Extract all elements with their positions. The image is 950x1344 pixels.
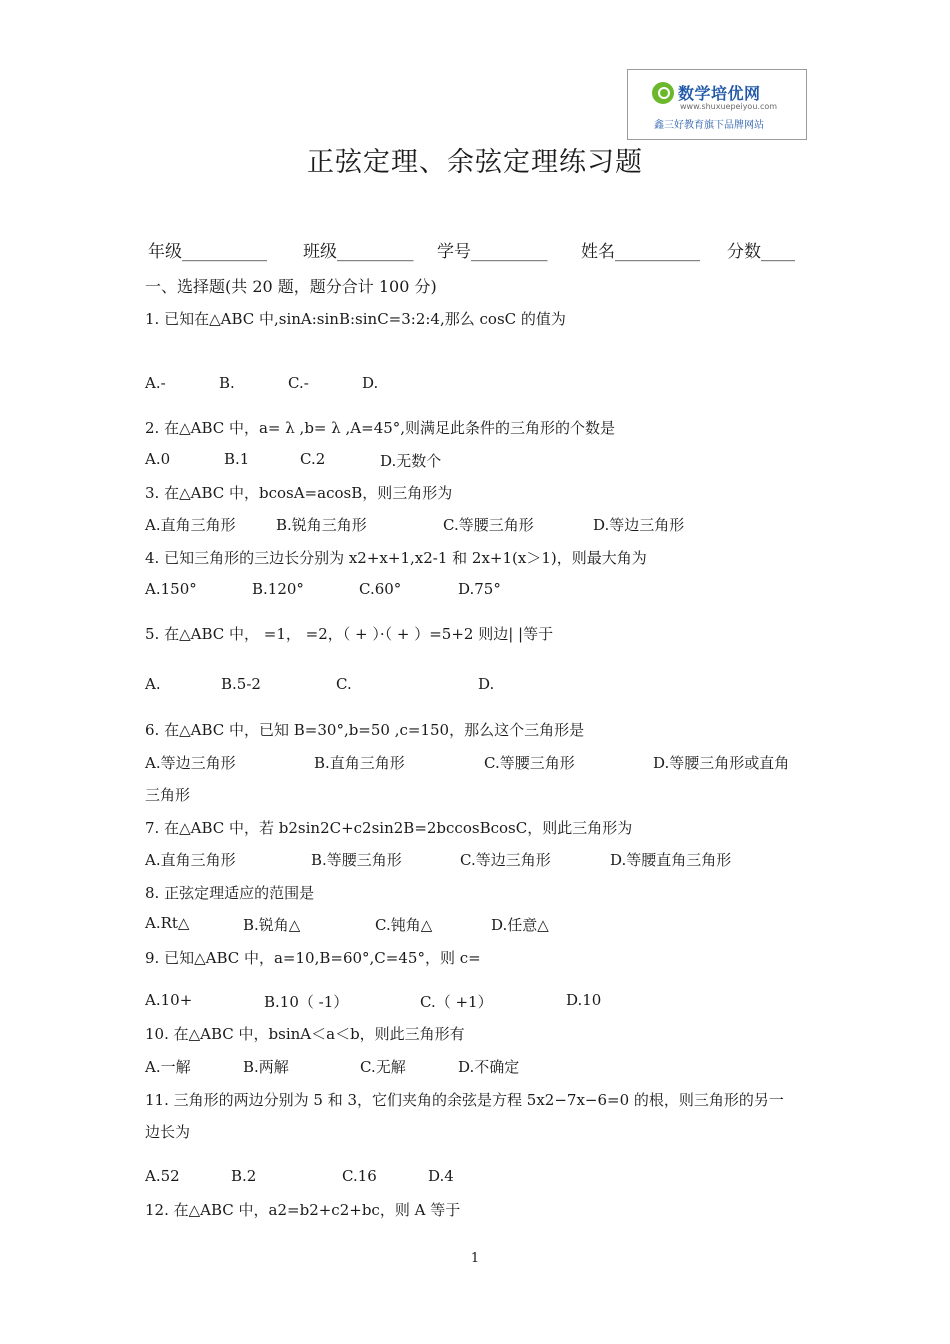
question-stem: 11. 三角形的两边分别为 5 和 3，它们夹角的余弦是方程 5x2−7x−6=0 的根，则三角形的另一: [145, 1091, 784, 1109]
option-d: D.无数个: [380, 452, 442, 470]
site-logo: [627, 69, 807, 140]
option-d: D.不确定: [458, 1058, 520, 1076]
question-stem: 2. 在△ABC 中，a= λ ,b= λ ,A=45°,则满足此条件的三角形的个数是: [145, 419, 616, 437]
option-b: B.等腰三角形: [311, 851, 402, 869]
logo-mark-icon: [652, 82, 674, 104]
score-field: 分数____: [727, 242, 795, 262]
option-a: A.直角三角形: [145, 851, 236, 869]
option-c: C.2: [300, 450, 326, 468]
option-d: D.等腰直角三角形: [610, 851, 732, 869]
question-stem: 5. 在△ABC 中， =1， =2，（ + ）·（ + ）=5+2 则边| |等于: [145, 625, 554, 643]
option-b: B.2: [231, 1167, 257, 1185]
logo-name: 数学培优网: [678, 84, 761, 103]
option-c: C.（ +1）: [420, 993, 493, 1011]
option-a: A.一解: [145, 1058, 191, 1076]
option-c: C.无解: [360, 1058, 406, 1076]
option-d: D.任意△: [491, 916, 549, 934]
question-stem: 4. 已知三角形的三边长分别为 x2+x+1,x2-1 和 2x+1(x＞1)，则最大角为: [145, 549, 647, 567]
option-b: B.锐角△: [243, 916, 301, 934]
option-c: C.16: [342, 1167, 377, 1185]
logo-slogan: 鑫三好教育旗下品牌网站: [654, 120, 764, 131]
option-b: B.两解: [243, 1058, 289, 1076]
option-d-continuation: 三角形: [145, 786, 191, 804]
option-c: C.等腰三角形: [443, 516, 534, 534]
option-d: D.等腰三角形或直角: [653, 754, 790, 772]
option-a: A.Rt△: [145, 914, 190, 932]
page-title: 正弦定理、余弦定理练习题: [307, 147, 643, 178]
option-b: B.10（ -1）: [264, 993, 349, 1011]
option-a: A.52: [145, 1167, 180, 1185]
option-a: A.等边三角形: [145, 754, 236, 772]
class-field: 班级_________: [303, 242, 414, 262]
option-a: A.0: [145, 450, 171, 468]
option-a: A.-: [145, 374, 166, 392]
section-heading: 一、选择题(共 20 题，题分合计 100 分): [145, 277, 437, 296]
option-d: D.: [362, 374, 379, 392]
question-stem-continuation: 边长为: [145, 1123, 191, 1141]
option-c: C.-: [288, 374, 309, 392]
option-c: C.60°: [359, 580, 402, 598]
option-a: A.直角三角形: [145, 516, 236, 534]
question-stem: 6. 在△ABC 中，已知 B=30°,b=50 ,c=150，那么这个三角形是: [145, 721, 585, 739]
question-stem: 12. 在△ABC 中，a2=b2+c2+bc，则 A 等于: [145, 1201, 461, 1219]
option-a: A.10+: [145, 991, 193, 1009]
option-b: B.120°: [252, 580, 304, 598]
option-c: C.: [336, 675, 352, 693]
grade-field: 年级__________: [148, 242, 267, 262]
question-stem: 9. 已知△ABC 中，a=10,B=60°,C=45°，则 c=: [145, 949, 481, 967]
option-a: A.: [145, 675, 161, 693]
question-stem: 1. 已知在△ABC 中,sinA:sinB:sinC=3:2:4,那么 cosC 的值为: [145, 310, 566, 328]
option-b: B.锐角三角形: [276, 516, 367, 534]
option-b: B.: [219, 374, 235, 392]
option-b: B.直角三角形: [314, 754, 405, 772]
option-d: D.: [478, 675, 495, 693]
option-b: B.1: [224, 450, 250, 468]
question-stem: 7. 在△ABC 中，若 b2sin2C+c2sin2B=2bccosBcosC，则此三角形为: [145, 819, 633, 837]
option-d: D.75°: [458, 580, 501, 598]
question-stem: 8. 正弦定理适应的范围是: [145, 884, 315, 902]
logo-url: www.shuxuepeiyou.com: [680, 102, 778, 111]
page-number: 1: [470, 1251, 480, 1266]
option-c: C.等腰三角形: [484, 754, 575, 772]
student-id-field: 学号_________: [437, 242, 548, 262]
option-c: C.钝角△: [375, 916, 433, 934]
name-field: 姓名__________: [581, 242, 700, 262]
option-d: D.10: [566, 991, 602, 1009]
option-d: D.等边三角形: [593, 516, 685, 534]
option-a: A.150°: [145, 580, 197, 598]
option-b: B.5-2: [221, 675, 261, 693]
option-d: D.4: [428, 1167, 454, 1185]
option-c: C.等边三角形: [460, 851, 551, 869]
question-stem: 3. 在△ABC 中，bcosA=acosB，则三角形为: [145, 484, 453, 502]
question-stem: 10. 在△ABC 中，bsinA＜a＜b，则此三角形有: [145, 1025, 465, 1043]
